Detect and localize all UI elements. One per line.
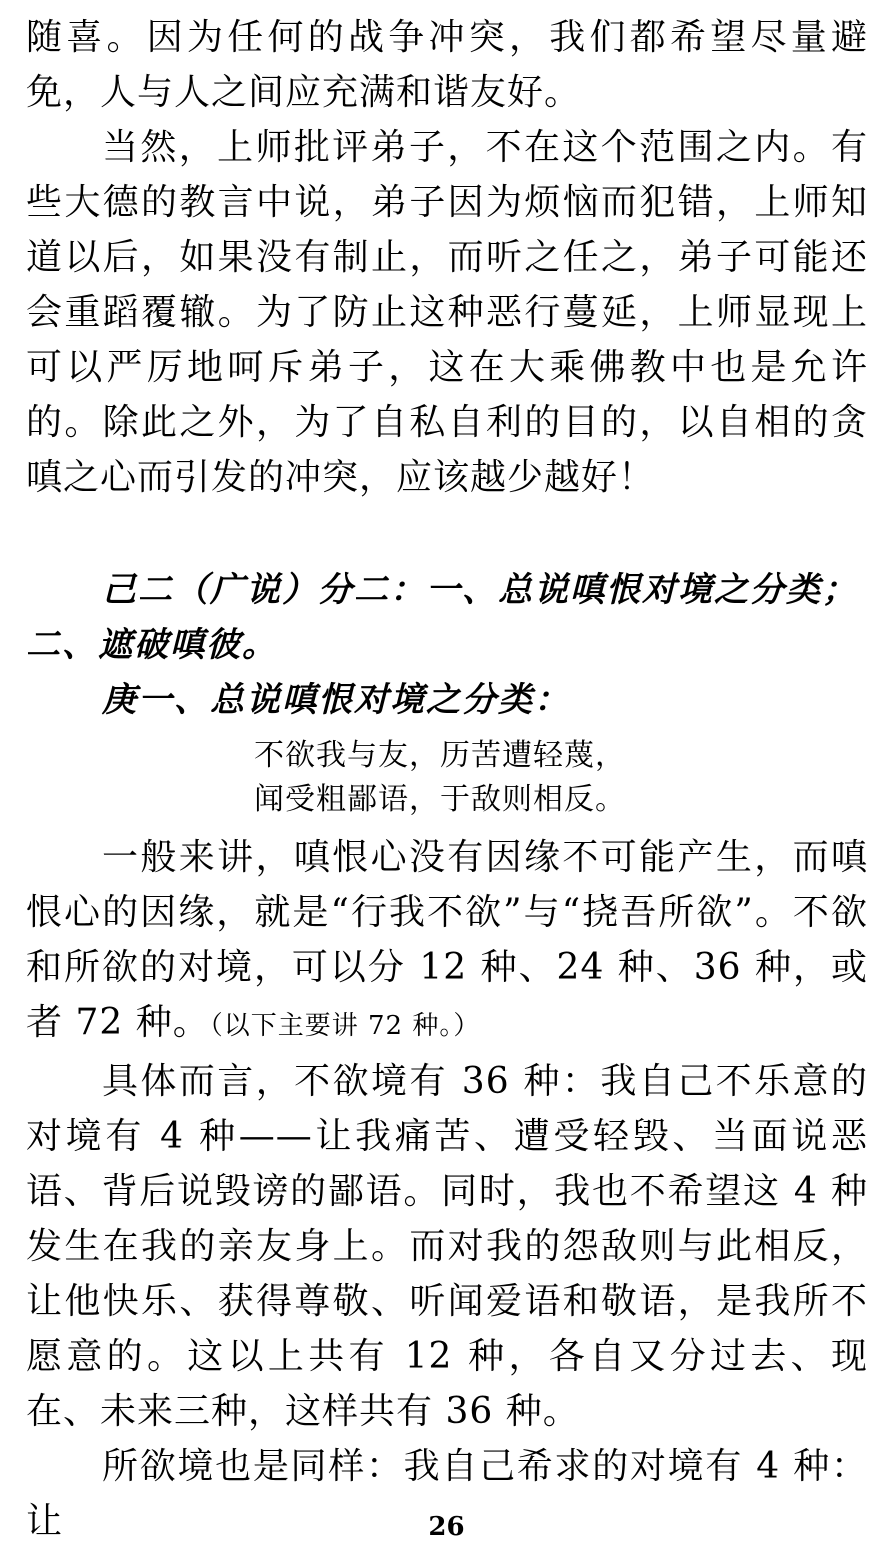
verse-line-2: 闻受粗鄙语，于敌则相反。 [254,782,626,817]
paragraph-3-note: （以下主要讲 72 种。） [209,1011,481,1041]
verse-block [26,734,868,822]
paragraph-3 [26,830,868,1054]
paragraph-3-text: 一般来讲，嗔恨心没有因缘不可能产生，而嗔恨心的因缘，就是“行我不欲”与“挠吾所欲”。不欲和所欲的对境，可以分 12 种、24 种、36 种，或者 72 种。 [26,837,868,1043]
verse-line-1: 不欲我与友，历苦遭轻蔑， [254,738,626,773]
page-body [26,10,868,1549]
section-heading: 己二（广说）分二：一、总说嗔恨对境之分类；二、遮破嗔彼。 [26,570,858,665]
page-number: 26 [428,1512,465,1542]
subsection-heading: 庚一、总说嗔恨对境之分类： [102,680,570,720]
paragraph-1: 随喜。因为任何的战争冲突，我们都希望尽量避免，人与人之间应充满和谐友好。 [26,17,868,113]
paragraph-2: 当然，上师批评弟子，不在这个范围之内。有些大德的教言中说，弟子因为烦恼而犯错，上师知道以后，如果没有制止，而听之任之，弟子可能还会重蹈覆辙。为了防止这种恶行蔓延，上师显现上可以严厉地呵斥弟子，这在大乘佛教中也是允许的。除此之外，为了自私自利的目的，以自相的贪嗔之心而引发的冲突，应该越少越好！ [26,127,868,498]
paragraph-4: 具体而言，不欲境有 36 种：我自己不乐意的对境有 4 种——让我痛苦、遭受轻毁、当面说恶语、背后说毁谤的鄙语。同时，我也不希望这 4 种发生在我的亲友身上。而对我的怨敌则与此相反，让他快乐、获得尊敬、听闻爱语和敬语，是我所不愿意的。这以上共有 12 种，各自又分过去、现在、未来三种，这样共有 36 种。 [26,1061,868,1432]
paragraph-5: 所欲境也是同样：我自己希求的对境有 4 种：让 [26,1446,868,1542]
section-gap [26,505,868,563]
